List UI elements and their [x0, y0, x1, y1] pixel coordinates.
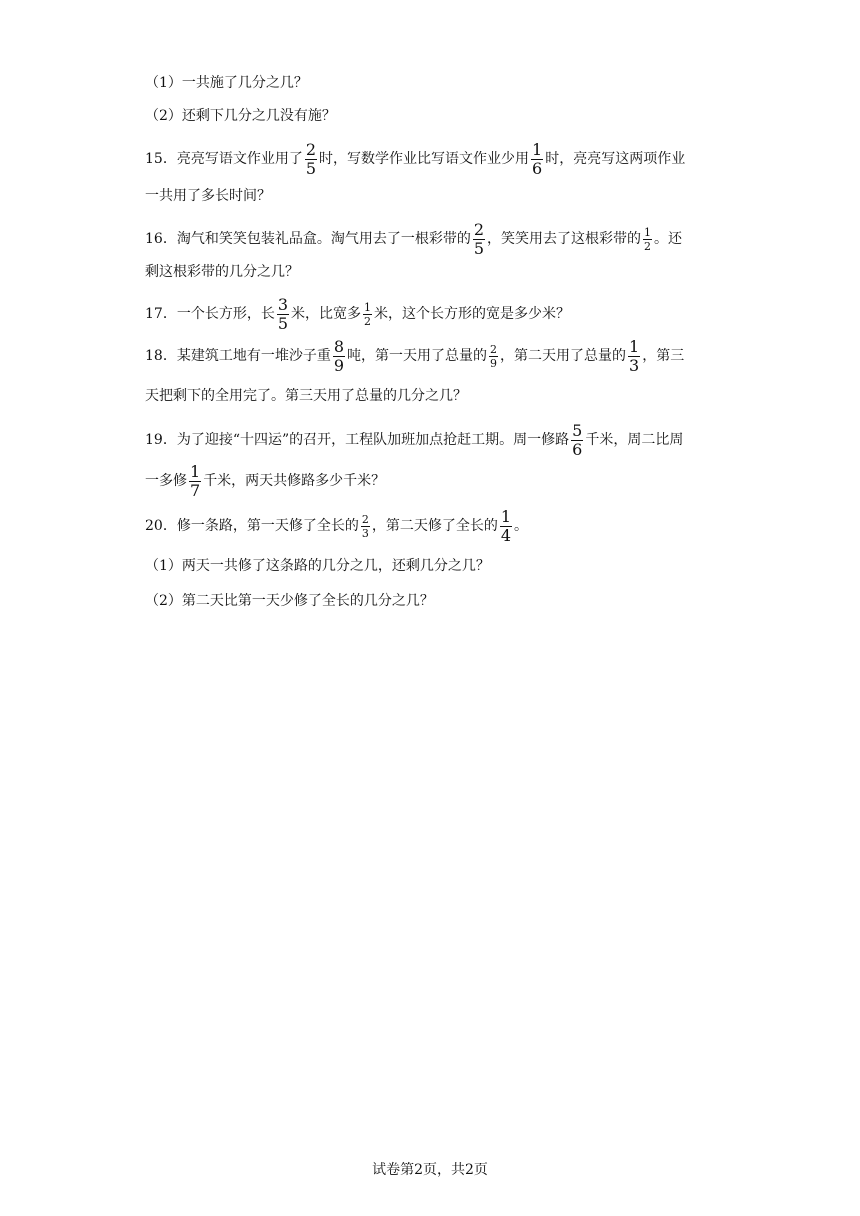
fraction-denominator: 6 [532, 158, 543, 178]
fraction-numerator: 8 [333, 336, 345, 356]
fraction-1-6 [531, 139, 543, 178]
problem-15-text-c: 时，亮亮写这两项作业 [545, 151, 686, 167]
fraction-denominator: 9 [490, 356, 498, 370]
fraction-denominator: 3 [629, 355, 640, 375]
fraction-denominator: 6 [572, 439, 583, 459]
problem-15-line2 [145, 186, 725, 206]
fraction-1-2 [363, 302, 372, 327]
problem-16-text-b: ，笑笑用去了这根彩带的 [487, 231, 642, 247]
problem-17-line1 [145, 294, 725, 333]
fraction-1-4 [500, 506, 512, 545]
problem-20-sub2 [145, 591, 725, 611]
fraction-numerator: 1 [629, 336, 640, 356]
problem-16-line1 [145, 219, 725, 258]
fraction-8-9 [333, 336, 345, 375]
fraction-numerator: 3 [277, 294, 289, 314]
fraction-1-2 [643, 227, 652, 252]
problem-15-text-line2: 一共用了多长时间？ [145, 188, 271, 204]
problem-16-line2 [145, 262, 725, 282]
problem-18-text-d: ，第三 [642, 348, 685, 364]
problem-20-text-b: ，第二天修了全长的 [371, 518, 498, 534]
fraction-numerator: 1 [532, 139, 543, 159]
fraction-denominator: 4 [500, 525, 512, 545]
problem-14-sub1 [145, 73, 725, 93]
problem-19-text-line2-b: 千米，两天共修路多少千米？ [203, 473, 386, 489]
problem-17-text-a: 17．一个长方形，长 [145, 306, 275, 322]
problem-19-text-a: 19．为了迎接“十四运”的召开，工程队加班加点抢赶工期。周一修路 [145, 432, 570, 448]
problem-20-sub1-text: （1）两天一共修了这条路的几分之几，还剩几分之几？ [145, 558, 490, 574]
problem-18-text-a: 18．某建筑工地有一堆沙子重 [145, 348, 331, 364]
fraction-numerator: 1 [364, 300, 372, 314]
fraction-numerator: 2 [305, 139, 317, 159]
page-footer: 试卷第2页，共2页 [372, 1162, 488, 1178]
problem-16-text-c: 。还 [654, 231, 683, 247]
problem-20-text-a: 20．修一条路，第一天修了全长的 [145, 518, 359, 534]
problem-15-text-a: 15．亮亮写语文作业用了 [145, 151, 303, 167]
fraction-denominator: 2 [644, 239, 652, 253]
fraction-2-9 [489, 344, 498, 369]
problem-18-line2 [145, 386, 725, 406]
problem-15-text-b: 时，写数学作业比写语文作业少用 [319, 151, 530, 167]
fraction-denominator: 5 [305, 158, 317, 178]
fraction-denominator: 9 [333, 355, 345, 375]
problem-19-text-b: 千米，周二比周 [585, 432, 684, 448]
problem-19-line2 [145, 461, 725, 500]
problem-14-sub2 [145, 106, 725, 126]
problem-17-text-c: 米，这个长方形的宽是多少米？ [374, 306, 571, 322]
problem-20-sub1 [145, 556, 725, 576]
fraction-numerator: 1 [500, 506, 512, 526]
fraction-denominator: 5 [277, 313, 289, 333]
problem-20-text-c: 。 [514, 518, 529, 534]
problem-16-text-a: 16．淘气和笑笑包装礼品盒。淘气用去了一根彩带的 [145, 231, 471, 247]
fraction-numerator: 5 [572, 420, 583, 440]
problem-18-text-c: ，第二天用了总量的 [500, 348, 627, 364]
problem-19-text-line2-a: 一多修 [145, 473, 187, 489]
problem-20-line1 [145, 506, 725, 545]
fraction-2-5 [473, 219, 485, 258]
problem-20-sub2-text: （2）第二天比第一天少修了全长的几分之几？ [145, 593, 434, 609]
problem-15-line1 [145, 139, 725, 178]
fraction-denominator: 2 [364, 314, 372, 328]
fraction-denominator: 3 [361, 526, 369, 540]
fraction-denominator: 5 [473, 238, 485, 258]
problem-18-line1 [145, 336, 725, 375]
fraction-denominator: 7 [190, 480, 201, 500]
problem-18-text-line2: 天把剩下的全用完了。第三天用了总量的几分之几？ [145, 388, 467, 404]
fraction-numerator: 1 [644, 225, 652, 239]
problem-16-text-line2: 剩这根彩带的几分之几？ [145, 264, 299, 280]
fraction-numerator: 2 [361, 512, 369, 526]
problem-14-sub2-text: （2）还剩下几分之几没有施？ [145, 108, 336, 124]
fraction-2-3 [361, 514, 370, 539]
problem-14-sub1-text: （1）一共施了几分之几？ [145, 75, 308, 91]
problem-17-text-b: 米，比宽多 [291, 306, 362, 322]
fraction-1-3 [628, 336, 640, 375]
fraction-numerator: 2 [473, 219, 485, 239]
fraction-3-5 [277, 294, 289, 333]
fraction-5-6 [571, 420, 583, 459]
fraction-2-5 [305, 139, 317, 178]
fraction-1-7 [189, 461, 201, 500]
fraction-numerator: 1 [190, 461, 201, 481]
problem-18-text-b: 吨，第一天用了总量的 [347, 348, 488, 364]
problem-19-line1 [145, 420, 725, 459]
fraction-numerator: 2 [490, 342, 498, 356]
